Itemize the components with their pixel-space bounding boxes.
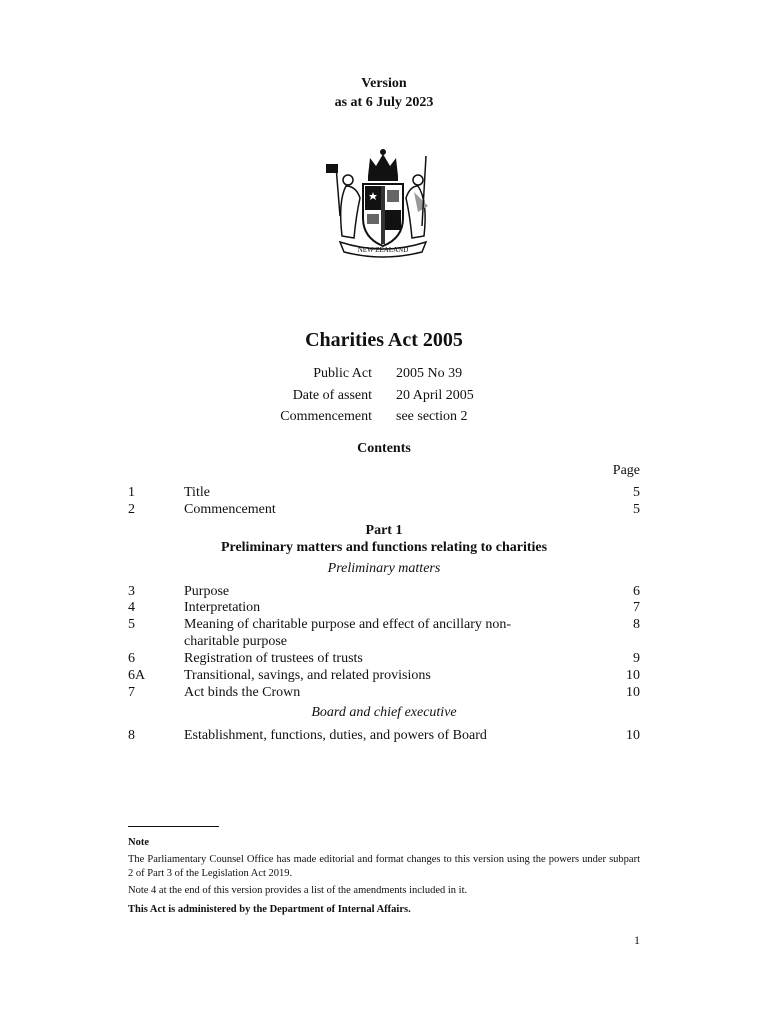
toc-number: 8 <box>128 728 135 743</box>
toc-page: 10 <box>626 728 640 743</box>
subheading: Board and chief executive <box>311 705 457 720</box>
toc-page: 10 <box>626 685 640 700</box>
meta-label: Date of assent <box>292 388 372 403</box>
toc-title: Establishment, functions, duties, and powers of Board <box>184 728 487 743</box>
meta-label: Commencement <box>280 409 372 424</box>
toc-title: Transitional, savings, and related provisions <box>184 668 431 683</box>
meta-value: 20 April 2005 <box>396 388 474 403</box>
footnote-heading: Note <box>128 837 149 848</box>
toc-number: 7 <box>128 685 135 700</box>
toc-title: Commencement <box>184 502 276 517</box>
toc-title: Title <box>184 485 210 500</box>
toc-title: Purpose <box>184 584 230 599</box>
toc-page: 7 <box>633 600 640 615</box>
toc-number: 1 <box>128 485 135 500</box>
meta-row-date-of-assent <box>0 388 768 410</box>
toc-page: 5 <box>633 502 640 517</box>
act-title: Charities Act 2005 <box>305 329 463 351</box>
toc-page: 8 <box>633 617 640 632</box>
meta-value: 2005 No 39 <box>396 366 463 381</box>
toc-page: 6 <box>633 584 640 599</box>
meta-label: Public Act <box>313 366 372 381</box>
contents-heading: Contents <box>357 441 411 456</box>
meta-row-commencement <box>0 409 768 431</box>
footnote-divider <box>128 826 219 827</box>
footnote-amendments: Note 4 at the end of this version provides a list of the amendments included in it. <box>128 885 468 896</box>
toc-title: Interpretation <box>184 600 261 615</box>
toc-number: 2 <box>128 502 135 517</box>
page-number: 1 <box>634 933 640 947</box>
toc-page: 10 <box>626 668 640 683</box>
meta-row-public-act <box>0 366 768 388</box>
toc-number: 5 <box>128 617 135 632</box>
toc-title: Act binds the Crown <box>184 685 301 700</box>
toc-number: 6A <box>128 668 146 683</box>
toc-page: 9 <box>633 651 640 666</box>
meta-value: see section 2 <box>396 409 468 424</box>
footnote-administered-by: This Act is administered by the Department of Internal Affairs. <box>128 904 411 915</box>
page-column-heading: Page <box>612 463 640 478</box>
toc-page: 5 <box>633 485 640 500</box>
version-label: Version <box>361 76 407 91</box>
toc-number: 3 <box>128 584 135 599</box>
footnote-body: The Parliamentary Counsel Office has made editorial and format changes to this version using the powers under subpart 2 of Part 3 of the Legislation Act 2019. <box>128 854 640 879</box>
version-date: as at 6 July 2023 <box>334 95 434 110</box>
subheading: Preliminary matters <box>327 561 441 576</box>
crest-banner-text: NEW ZEALAND <box>357 246 409 254</box>
toc-number: 4 <box>128 600 135 615</box>
version-block <box>0 74 768 112</box>
part-title: Preliminary matters and functions relating to charities <box>220 540 548 555</box>
toc-number: 6 <box>128 651 135 666</box>
part-label: Part 1 <box>365 523 403 538</box>
toc-title: Registration of trustees of trusts <box>184 651 363 666</box>
toc-title: Meaning of charitable purpose and effect of ancillary non-charitable purpose <box>184 617 512 649</box>
nz-coat-of-arms-icon <box>318 146 448 260</box>
